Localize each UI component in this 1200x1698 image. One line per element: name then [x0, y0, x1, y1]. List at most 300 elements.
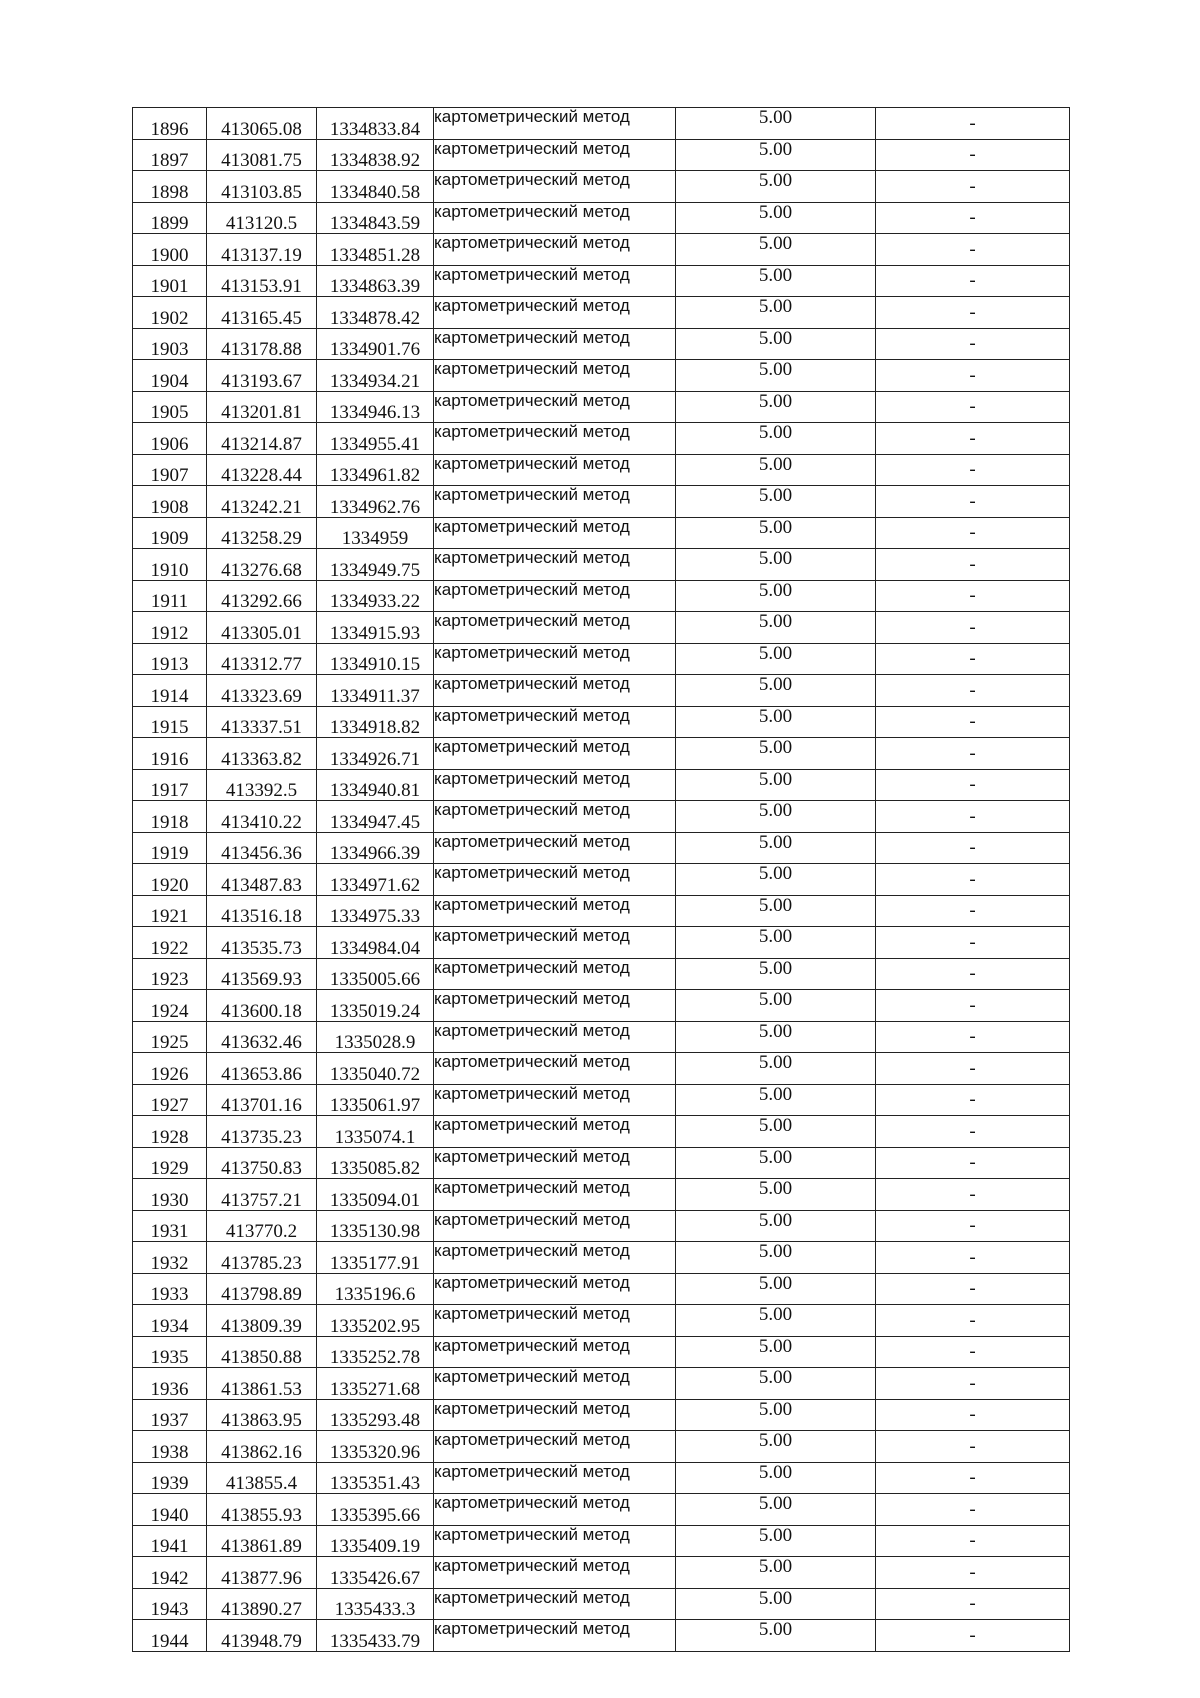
- note-cell: -: [876, 328, 1070, 360]
- table-row: [133, 1116, 1070, 1148]
- method-cell: картометрический метод: [434, 1462, 676, 1494]
- x-coordinate-cell: 413516.18: [207, 895, 317, 927]
- table-row: [133, 643, 1070, 675]
- accuracy-cell: 5.00: [676, 1494, 876, 1526]
- note-cell: -: [876, 1053, 1070, 1085]
- x-coordinate-cell: 413103.85: [207, 171, 317, 203]
- accuracy-cell: 5.00: [676, 454, 876, 486]
- y-coordinate-cell: 1335426.67: [317, 1557, 434, 1589]
- accuracy-cell: 5.00: [676, 391, 876, 423]
- x-coordinate-cell: 413600.18: [207, 990, 317, 1022]
- accuracy-cell: 5.00: [676, 486, 876, 518]
- accuracy-cell: 5.00: [676, 1525, 876, 1557]
- x-coordinate-cell: 413292.66: [207, 580, 317, 612]
- table-row: [133, 1210, 1070, 1242]
- point-number-cell: 1942: [133, 1557, 207, 1589]
- y-coordinate-cell: 1334840.58: [317, 171, 434, 203]
- accuracy-cell: 5.00: [676, 864, 876, 896]
- note-cell: -: [876, 1179, 1070, 1211]
- note-cell: -: [876, 297, 1070, 329]
- method-cell: картометрический метод: [434, 108, 676, 140]
- coordinates-table: [132, 107, 1070, 1652]
- accuracy-cell: 5.00: [676, 1242, 876, 1274]
- y-coordinate-cell: 1335040.72: [317, 1053, 434, 1085]
- accuracy-cell: 5.00: [676, 927, 876, 959]
- y-coordinate-cell: 1334863.39: [317, 265, 434, 297]
- table-row: [133, 328, 1070, 360]
- y-coordinate-cell: 1334975.33: [317, 895, 434, 927]
- point-number-cell: 1920: [133, 864, 207, 896]
- table-row: [133, 202, 1070, 234]
- x-coordinate-cell: 413165.45: [207, 297, 317, 329]
- point-number-cell: 1908: [133, 486, 207, 518]
- table-row: [133, 108, 1070, 140]
- y-coordinate-cell: 1334851.28: [317, 234, 434, 266]
- table-row: [133, 1053, 1070, 1085]
- accuracy-cell: 5.00: [676, 1336, 876, 1368]
- note-cell: -: [876, 1399, 1070, 1431]
- note-cell: -: [876, 1368, 1070, 1400]
- y-coordinate-cell: 1335433.79: [317, 1620, 434, 1652]
- x-coordinate-cell: 413770.2: [207, 1210, 317, 1242]
- table-row: [133, 391, 1070, 423]
- point-number-cell: 1911: [133, 580, 207, 612]
- table-row: [133, 1242, 1070, 1274]
- accuracy-cell: 5.00: [676, 612, 876, 644]
- point-number-cell: 1916: [133, 738, 207, 770]
- y-coordinate-cell: 1335293.48: [317, 1399, 434, 1431]
- note-cell: -: [876, 1620, 1070, 1652]
- method-cell: картометрический метод: [434, 139, 676, 171]
- y-coordinate-cell: 1335433.3: [317, 1588, 434, 1620]
- y-coordinate-cell: 1334933.22: [317, 580, 434, 612]
- accuracy-cell: 5.00: [676, 139, 876, 171]
- note-cell: -: [876, 612, 1070, 644]
- point-number-cell: 1909: [133, 517, 207, 549]
- y-coordinate-cell: 1334833.84: [317, 108, 434, 140]
- method-cell: картометрический метод: [434, 1305, 676, 1337]
- x-coordinate-cell: 413242.21: [207, 486, 317, 518]
- point-number-cell: 1919: [133, 832, 207, 864]
- accuracy-cell: 5.00: [676, 1116, 876, 1148]
- y-coordinate-cell: 1334910.15: [317, 643, 434, 675]
- y-coordinate-cell: 1334966.39: [317, 832, 434, 864]
- method-cell: картометрический метод: [434, 202, 676, 234]
- point-number-cell: 1906: [133, 423, 207, 455]
- table-row: [133, 801, 1070, 833]
- method-cell: картометрический метод: [434, 1147, 676, 1179]
- note-cell: -: [876, 1021, 1070, 1053]
- point-number-cell: 1932: [133, 1242, 207, 1274]
- point-number-cell: 1929: [133, 1147, 207, 1179]
- x-coordinate-cell: 413632.46: [207, 1021, 317, 1053]
- table-row: [133, 738, 1070, 770]
- x-coordinate-cell: 413410.22: [207, 801, 317, 833]
- point-number-cell: 1917: [133, 769, 207, 801]
- note-cell: -: [876, 895, 1070, 927]
- y-coordinate-cell: 1334934.21: [317, 360, 434, 392]
- note-cell: -: [876, 171, 1070, 203]
- point-number-cell: 1904: [133, 360, 207, 392]
- table-row: [133, 864, 1070, 896]
- accuracy-cell: 5.00: [676, 1620, 876, 1652]
- table-row: [133, 1588, 1070, 1620]
- point-number-cell: 1910: [133, 549, 207, 581]
- accuracy-cell: 5.00: [676, 1053, 876, 1085]
- note-cell: -: [876, 360, 1070, 392]
- table-row: [133, 1368, 1070, 1400]
- table-row: [133, 1620, 1070, 1652]
- x-coordinate-cell: 413214.87: [207, 423, 317, 455]
- point-number-cell: 1898: [133, 171, 207, 203]
- method-cell: картометрический метод: [434, 1399, 676, 1431]
- x-coordinate-cell: 413948.79: [207, 1620, 317, 1652]
- accuracy-cell: 5.00: [676, 517, 876, 549]
- method-cell: картометрический метод: [434, 832, 676, 864]
- method-cell: картометрический метод: [434, 1053, 676, 1085]
- table-row: [133, 1273, 1070, 1305]
- y-coordinate-cell: 1334949.75: [317, 549, 434, 581]
- point-number-cell: 1907: [133, 454, 207, 486]
- x-coordinate-cell: 413392.5: [207, 769, 317, 801]
- point-number-cell: 1897: [133, 139, 207, 171]
- accuracy-cell: 5.00: [676, 1273, 876, 1305]
- note-cell: -: [876, 234, 1070, 266]
- method-cell: картометрический метод: [434, 360, 676, 392]
- method-cell: картометрический метод: [434, 1336, 676, 1368]
- note-cell: -: [876, 1557, 1070, 1589]
- accuracy-cell: 5.00: [676, 328, 876, 360]
- method-cell: картометрический метод: [434, 706, 676, 738]
- x-coordinate-cell: 413862.16: [207, 1431, 317, 1463]
- point-number-cell: 1940: [133, 1494, 207, 1526]
- note-cell: -: [876, 265, 1070, 297]
- table-row: [133, 1431, 1070, 1463]
- point-number-cell: 1939: [133, 1462, 207, 1494]
- x-coordinate-cell: 413750.83: [207, 1147, 317, 1179]
- x-coordinate-cell: 413798.89: [207, 1273, 317, 1305]
- accuracy-cell: 5.00: [676, 738, 876, 770]
- method-cell: картометрический метод: [434, 454, 676, 486]
- x-coordinate-cell: 413855.4: [207, 1462, 317, 1494]
- note-cell: -: [876, 1494, 1070, 1526]
- method-cell: картометрический метод: [434, 1242, 676, 1274]
- method-cell: картометрический метод: [434, 1431, 676, 1463]
- x-coordinate-cell: 413305.01: [207, 612, 317, 644]
- note-cell: -: [876, 1210, 1070, 1242]
- note-cell: -: [876, 738, 1070, 770]
- y-coordinate-cell: 1334918.82: [317, 706, 434, 738]
- method-cell: картометрический метод: [434, 1588, 676, 1620]
- y-coordinate-cell: 1334959: [317, 517, 434, 549]
- table-row: [133, 832, 1070, 864]
- method-cell: картометрический метод: [434, 391, 676, 423]
- x-coordinate-cell: 413363.82: [207, 738, 317, 770]
- method-cell: картометрический метод: [434, 864, 676, 896]
- table-row: [133, 1494, 1070, 1526]
- y-coordinate-cell: 1335177.91: [317, 1242, 434, 1274]
- point-number-cell: 1922: [133, 927, 207, 959]
- accuracy-cell: 5.00: [676, 1210, 876, 1242]
- point-number-cell: 1941: [133, 1525, 207, 1557]
- accuracy-cell: 5.00: [676, 265, 876, 297]
- x-coordinate-cell: 413120.5: [207, 202, 317, 234]
- y-coordinate-cell: 1334984.04: [317, 927, 434, 959]
- x-coordinate-cell: 413312.77: [207, 643, 317, 675]
- x-coordinate-cell: 413877.96: [207, 1557, 317, 1589]
- y-coordinate-cell: 1334901.76: [317, 328, 434, 360]
- table-row: [133, 769, 1070, 801]
- table-row: [133, 1525, 1070, 1557]
- accuracy-cell: 5.00: [676, 360, 876, 392]
- method-cell: картометрический метод: [434, 517, 676, 549]
- point-number-cell: 1905: [133, 391, 207, 423]
- method-cell: картометрический метод: [434, 958, 676, 990]
- method-cell: картометрический метод: [434, 1620, 676, 1652]
- accuracy-cell: 5.00: [676, 108, 876, 140]
- accuracy-cell: 5.00: [676, 202, 876, 234]
- accuracy-cell: 5.00: [676, 643, 876, 675]
- point-number-cell: 1926: [133, 1053, 207, 1085]
- x-coordinate-cell: 413065.08: [207, 108, 317, 140]
- method-cell: картометрический метод: [434, 234, 676, 266]
- y-coordinate-cell: 1335202.95: [317, 1305, 434, 1337]
- table-row: [133, 1336, 1070, 1368]
- x-coordinate-cell: 413735.23: [207, 1116, 317, 1148]
- method-cell: картометрический метод: [434, 1116, 676, 1148]
- method-cell: картометрический метод: [434, 580, 676, 612]
- point-number-cell: 1913: [133, 643, 207, 675]
- note-cell: -: [876, 580, 1070, 612]
- table-row: [133, 360, 1070, 392]
- note-cell: -: [876, 108, 1070, 140]
- note-cell: -: [876, 832, 1070, 864]
- method-cell: картометрический метод: [434, 1368, 676, 1400]
- point-number-cell: 1943: [133, 1588, 207, 1620]
- accuracy-cell: 5.00: [676, 1557, 876, 1589]
- point-number-cell: 1936: [133, 1368, 207, 1400]
- method-cell: картометрический метод: [434, 927, 676, 959]
- table-row: [133, 1557, 1070, 1589]
- x-coordinate-cell: 413337.51: [207, 706, 317, 738]
- point-number-cell: 1937: [133, 1399, 207, 1431]
- accuracy-cell: 5.00: [676, 171, 876, 203]
- accuracy-cell: 5.00: [676, 706, 876, 738]
- method-cell: картометрический метод: [434, 171, 676, 203]
- table-row: [133, 517, 1070, 549]
- note-cell: -: [876, 927, 1070, 959]
- accuracy-cell: 5.00: [676, 1084, 876, 1116]
- note-cell: -: [876, 801, 1070, 833]
- table-row: [133, 1179, 1070, 1211]
- note-cell: -: [876, 391, 1070, 423]
- point-number-cell: 1899: [133, 202, 207, 234]
- method-cell: картометрический метод: [434, 328, 676, 360]
- y-coordinate-cell: 1334838.92: [317, 139, 434, 171]
- y-coordinate-cell: 1335005.66: [317, 958, 434, 990]
- accuracy-cell: 5.00: [676, 832, 876, 864]
- table-row: [133, 895, 1070, 927]
- point-number-cell: 1930: [133, 1179, 207, 1211]
- accuracy-cell: 5.00: [676, 769, 876, 801]
- method-cell: картометрический метод: [434, 1179, 676, 1211]
- accuracy-cell: 5.00: [676, 549, 876, 581]
- method-cell: картометрический метод: [434, 1557, 676, 1589]
- point-number-cell: 1923: [133, 958, 207, 990]
- y-coordinate-cell: 1335130.98: [317, 1210, 434, 1242]
- method-cell: картометрический метод: [434, 486, 676, 518]
- table-row: [133, 549, 1070, 581]
- note-cell: -: [876, 517, 1070, 549]
- x-coordinate-cell: 413276.68: [207, 549, 317, 581]
- y-coordinate-cell: 1335351.43: [317, 1462, 434, 1494]
- accuracy-cell: 5.00: [676, 1462, 876, 1494]
- x-coordinate-cell: 413850.88: [207, 1336, 317, 1368]
- accuracy-cell: 5.00: [676, 580, 876, 612]
- y-coordinate-cell: 1334911.37: [317, 675, 434, 707]
- note-cell: -: [876, 454, 1070, 486]
- y-coordinate-cell: 1334878.42: [317, 297, 434, 329]
- x-coordinate-cell: 413137.19: [207, 234, 317, 266]
- y-coordinate-cell: 1335061.97: [317, 1084, 434, 1116]
- note-cell: -: [876, 864, 1070, 896]
- note-cell: -: [876, 202, 1070, 234]
- note-cell: -: [876, 769, 1070, 801]
- note-cell: -: [876, 549, 1070, 581]
- table-row: [133, 171, 1070, 203]
- x-coordinate-cell: 413178.88: [207, 328, 317, 360]
- method-cell: картометрический метод: [434, 643, 676, 675]
- x-coordinate-cell: 413809.39: [207, 1305, 317, 1337]
- note-cell: -: [876, 1431, 1070, 1463]
- note-cell: -: [876, 990, 1070, 1022]
- note-cell: -: [876, 1525, 1070, 1557]
- point-number-cell: 1915: [133, 706, 207, 738]
- y-coordinate-cell: 1335196.6: [317, 1273, 434, 1305]
- accuracy-cell: 5.00: [676, 1021, 876, 1053]
- table-row: [133, 1084, 1070, 1116]
- x-coordinate-cell: 413861.53: [207, 1368, 317, 1400]
- note-cell: -: [876, 1147, 1070, 1179]
- y-coordinate-cell: 1335019.24: [317, 990, 434, 1022]
- y-coordinate-cell: 1335409.19: [317, 1525, 434, 1557]
- y-coordinate-cell: 1335320.96: [317, 1431, 434, 1463]
- point-number-cell: 1902: [133, 297, 207, 329]
- method-cell: картометрический метод: [434, 423, 676, 455]
- y-coordinate-cell: 1335252.78: [317, 1336, 434, 1368]
- note-cell: -: [876, 1116, 1070, 1148]
- method-cell: картометрический метод: [434, 1021, 676, 1053]
- y-coordinate-cell: 1334843.59: [317, 202, 434, 234]
- note-cell: -: [876, 486, 1070, 518]
- point-number-cell: 1896: [133, 108, 207, 140]
- y-coordinate-cell: 1334955.41: [317, 423, 434, 455]
- method-cell: картометрический метод: [434, 297, 676, 329]
- accuracy-cell: 5.00: [676, 1147, 876, 1179]
- x-coordinate-cell: 413653.86: [207, 1053, 317, 1085]
- method-cell: картометрический метод: [434, 990, 676, 1022]
- note-cell: -: [876, 423, 1070, 455]
- x-coordinate-cell: 413890.27: [207, 1588, 317, 1620]
- point-number-cell: 1924: [133, 990, 207, 1022]
- note-cell: -: [876, 643, 1070, 675]
- table-row: [133, 1147, 1070, 1179]
- table-row: [133, 454, 1070, 486]
- method-cell: картометрический метод: [434, 549, 676, 581]
- y-coordinate-cell: 1334926.71: [317, 738, 434, 770]
- y-coordinate-cell: 1334915.93: [317, 612, 434, 644]
- point-number-cell: 1900: [133, 234, 207, 266]
- point-number-cell: 1935: [133, 1336, 207, 1368]
- point-number-cell: 1928: [133, 1116, 207, 1148]
- table-row: [133, 990, 1070, 1022]
- point-number-cell: 1901: [133, 265, 207, 297]
- point-number-cell: 1912: [133, 612, 207, 644]
- y-coordinate-cell: 1335395.66: [317, 1494, 434, 1526]
- accuracy-cell: 5.00: [676, 1305, 876, 1337]
- x-coordinate-cell: 413258.29: [207, 517, 317, 549]
- method-cell: картометрический метод: [434, 675, 676, 707]
- y-coordinate-cell: 1334946.13: [317, 391, 434, 423]
- note-cell: -: [876, 1588, 1070, 1620]
- point-number-cell: 1903: [133, 328, 207, 360]
- table-row: [133, 423, 1070, 455]
- point-number-cell: 1918: [133, 801, 207, 833]
- x-coordinate-cell: 413855.93: [207, 1494, 317, 1526]
- note-cell: -: [876, 706, 1070, 738]
- y-coordinate-cell: 1334962.76: [317, 486, 434, 518]
- x-coordinate-cell: 413701.16: [207, 1084, 317, 1116]
- point-number-cell: 1938: [133, 1431, 207, 1463]
- y-coordinate-cell: 1335085.82: [317, 1147, 434, 1179]
- x-coordinate-cell: 413153.91: [207, 265, 317, 297]
- method-cell: картометрический метод: [434, 1494, 676, 1526]
- point-number-cell: 1927: [133, 1084, 207, 1116]
- x-coordinate-cell: 413863.95: [207, 1399, 317, 1431]
- table-row: [133, 580, 1070, 612]
- y-coordinate-cell: 1334971.62: [317, 864, 434, 896]
- accuracy-cell: 5.00: [676, 1431, 876, 1463]
- note-cell: -: [876, 675, 1070, 707]
- accuracy-cell: 5.00: [676, 234, 876, 266]
- table-row: [133, 927, 1070, 959]
- table-row: [133, 1399, 1070, 1431]
- point-number-cell: 1921: [133, 895, 207, 927]
- x-coordinate-cell: 413487.83: [207, 864, 317, 896]
- point-number-cell: 1925: [133, 1021, 207, 1053]
- y-coordinate-cell: 1334961.82: [317, 454, 434, 486]
- method-cell: картометрический метод: [434, 895, 676, 927]
- x-coordinate-cell: 413757.21: [207, 1179, 317, 1211]
- accuracy-cell: 5.00: [676, 297, 876, 329]
- accuracy-cell: 5.00: [676, 675, 876, 707]
- note-cell: -: [876, 139, 1070, 171]
- note-cell: -: [876, 958, 1070, 990]
- y-coordinate-cell: 1335094.01: [317, 1179, 434, 1211]
- table-row: [133, 612, 1070, 644]
- point-number-cell: 1944: [133, 1620, 207, 1652]
- method-cell: картометрический метод: [434, 801, 676, 833]
- table-row: [133, 675, 1070, 707]
- x-coordinate-cell: 413201.81: [207, 391, 317, 423]
- accuracy-cell: 5.00: [676, 1399, 876, 1431]
- y-coordinate-cell: 1334947.45: [317, 801, 434, 833]
- accuracy-cell: 5.00: [676, 423, 876, 455]
- accuracy-cell: 5.00: [676, 958, 876, 990]
- method-cell: картометрический метод: [434, 1525, 676, 1557]
- table-row: [133, 1305, 1070, 1337]
- table-row: [133, 139, 1070, 171]
